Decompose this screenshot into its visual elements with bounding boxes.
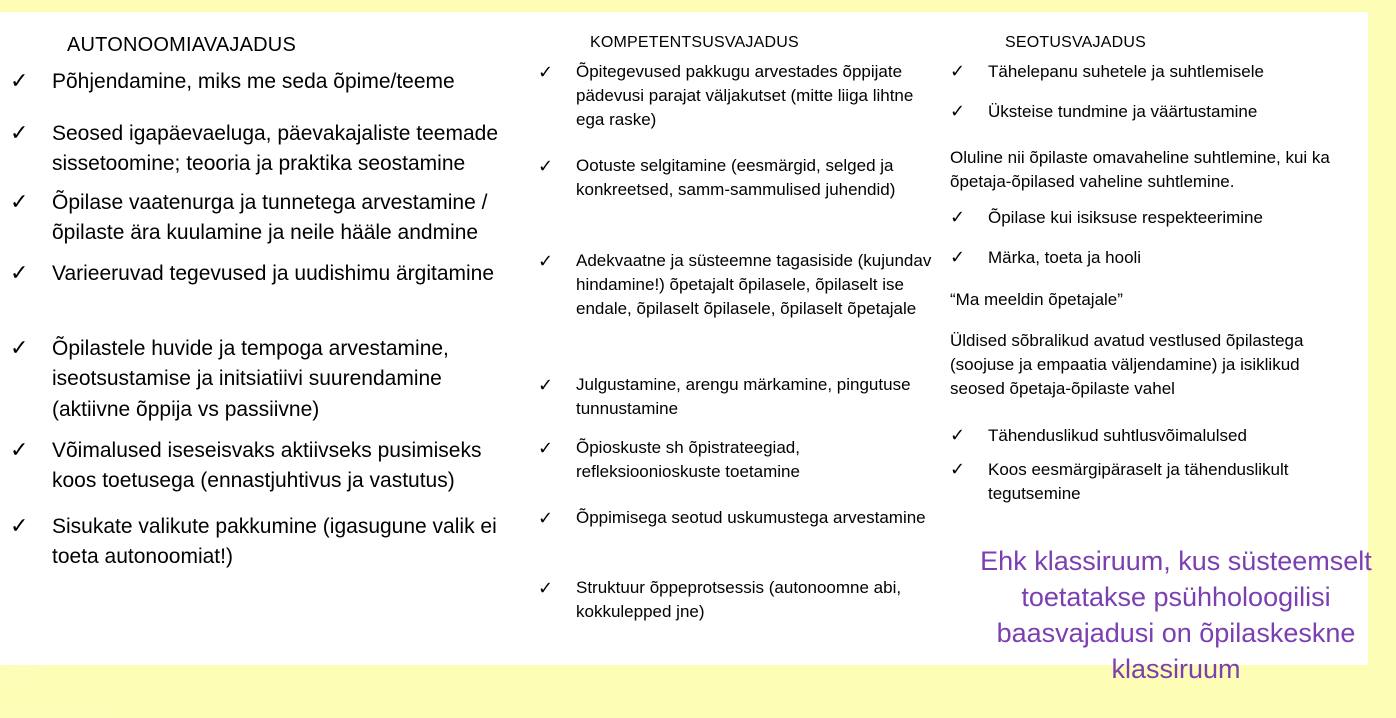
checkmark-icon: ✓ bbox=[538, 156, 554, 177]
checkmark-icon: ✓ bbox=[950, 101, 966, 122]
list-item-text: Seosed igapäevaeluga, päevakajaliste teemade sissetoomine; teooria ja praktika seostamine bbox=[52, 122, 498, 176]
list-item bbox=[538, 506, 936, 530]
list-item-text: Märka, toeta ja hooli bbox=[988, 248, 1142, 267]
list-item-text: Võimalused iseseisvaks aktiivseks pusimiseks koos toetusega (ennastjuhtivus ja vastutus) bbox=[52, 439, 482, 493]
checkmark-icon: ✓ bbox=[950, 61, 966, 82]
list-item bbox=[950, 60, 1358, 84]
list-item bbox=[10, 512, 522, 573]
list-item bbox=[950, 206, 1358, 230]
checkmark-icon: ✓ bbox=[950, 459, 966, 480]
list-item-text: Põhjendamine, miks me seda õpime/teeme bbox=[52, 70, 455, 93]
checkmark-icon: ✓ bbox=[10, 261, 29, 286]
list-item bbox=[950, 458, 1358, 506]
list-item bbox=[950, 246, 1358, 270]
list-item bbox=[538, 249, 936, 321]
list-item-text: Õppimisega seotud uskumustega arvestamine bbox=[576, 508, 926, 527]
list-item-text: Sisukate valikute pakkumine (igasugune valik ei toeta autonoomiat!) bbox=[52, 515, 497, 569]
checkmark-icon: ✓ bbox=[538, 251, 554, 272]
relatedness-quote: “Ma meeldin õpetajale” bbox=[950, 290, 1123, 309]
checkmark-icon: ✓ bbox=[10, 121, 29, 146]
list-item-text: Tähelepanu suhetele ja suhtlemisele bbox=[988, 62, 1264, 81]
conclusion-text: Ehk klassiruum, kus süsteemselt toetatakse psühholoogilisi baasvajadusi on õpilaskeskne klassiruum bbox=[980, 546, 1372, 684]
checkmark-icon: ✓ bbox=[538, 508, 554, 529]
list-item-text: Varieeruvad tegevused ja uudishimu ärgitamine bbox=[52, 262, 495, 285]
list-item-text: Struktuur õppeprotsessis (autonoomne abi, kokkulepped jne) bbox=[576, 578, 902, 622]
list-item-text: Tähenduslikud suhtlusvõimalulsed bbox=[988, 426, 1247, 445]
checkmark-icon: ✓ bbox=[538, 62, 554, 83]
relatedness-heading: SEOTUSVAJADUS bbox=[1005, 34, 1146, 51]
checkmark-icon: ✓ bbox=[10, 190, 29, 215]
list-item-text: Üksteise tundmine ja väärtustamine bbox=[988, 102, 1258, 121]
list-item bbox=[10, 259, 522, 289]
list-item bbox=[538, 576, 936, 624]
list-item bbox=[538, 436, 936, 484]
watermark bbox=[0, 663, 220, 715]
list-item-text: Julgustamine, arengu märkamine, pingutuse tunnustamine bbox=[576, 375, 911, 419]
checkmark-icon: ✓ bbox=[950, 207, 966, 228]
list-item bbox=[10, 334, 522, 425]
checkmark-icon: ✓ bbox=[538, 438, 554, 459]
list-item bbox=[10, 188, 522, 249]
list-item-text: Ootuste selgitamine (eesmärgid, selged ja konkreetsed, samm-sammulised juhendid) bbox=[576, 156, 896, 200]
watermark-icon bbox=[0, 663, 220, 715]
checkmark-icon: ✓ bbox=[10, 438, 29, 463]
autonomy-heading: AUTONOOMIAVAJADUS bbox=[67, 34, 296, 56]
checkmark-icon: ✓ bbox=[538, 578, 554, 599]
list-item bbox=[538, 60, 936, 132]
list-item-text: Õpilase kui isiksuse respekteerimine bbox=[988, 208, 1263, 227]
list-item bbox=[538, 154, 936, 202]
list-item bbox=[10, 67, 522, 97]
list-item-text: Õpilase vaatenurga ja tunnetega arvestamine /õpilaste ära kuulamine ja neile hääle andmine bbox=[52, 191, 488, 245]
checkmark-icon: ✓ bbox=[10, 514, 29, 539]
checkmark-icon: ✓ bbox=[538, 375, 554, 396]
list-item bbox=[950, 100, 1358, 124]
list-item-text: Õpilastele huvide ja tempoga arvestamine, iseotsustamise ja initsiatiivi suurendamine (aktiivne õppija vs passiivne) bbox=[52, 337, 449, 421]
list-item bbox=[10, 436, 522, 497]
list-item-text: Koos eesmärgipäraselt ja tähenduslikult tegutsemine bbox=[988, 460, 1289, 504]
checkmark-icon: ✓ bbox=[950, 425, 966, 446]
list-item-text: Adekvaatne ja süsteemne tagasiside (kujundav hindamine!) õpetajalt õpilasele, õpilaselt ise endale, õpilaselt õpilasele, õpilaselt õpetajale bbox=[576, 251, 932, 319]
checkmark-icon: ✓ bbox=[950, 247, 966, 268]
list-item bbox=[950, 424, 1358, 448]
list-item-text: Õpitegevused pakkugu arvestades õppijate pädevusi parajat väljakutset (mitte liiga lihtne ega raske) bbox=[576, 62, 914, 130]
list-item-text: Õpioskuste sh õpistrateegiad, refleksioonioskuste toetamine bbox=[576, 438, 800, 482]
relatedness-note-c: Üldised sõbralikud avatud vestlused õpilastega (soojuse ja empaatia väljendamine) ja isiklikud seosed õpetaja-õpilaste vahel bbox=[950, 331, 1304, 399]
checkmark-icon: ✓ bbox=[10, 336, 29, 361]
checkmark-icon: ✓ bbox=[10, 69, 29, 94]
relatedness-note-a: Oluline nii õpilaste omavaheline suhtlemine, kui ka õpetaja-õpilased vaheline suhtlemine. bbox=[950, 148, 1330, 192]
list-item bbox=[10, 119, 522, 180]
list-item bbox=[538, 373, 936, 421]
competence-heading: KOMPETENTSUSVAJADUS bbox=[590, 34, 799, 51]
